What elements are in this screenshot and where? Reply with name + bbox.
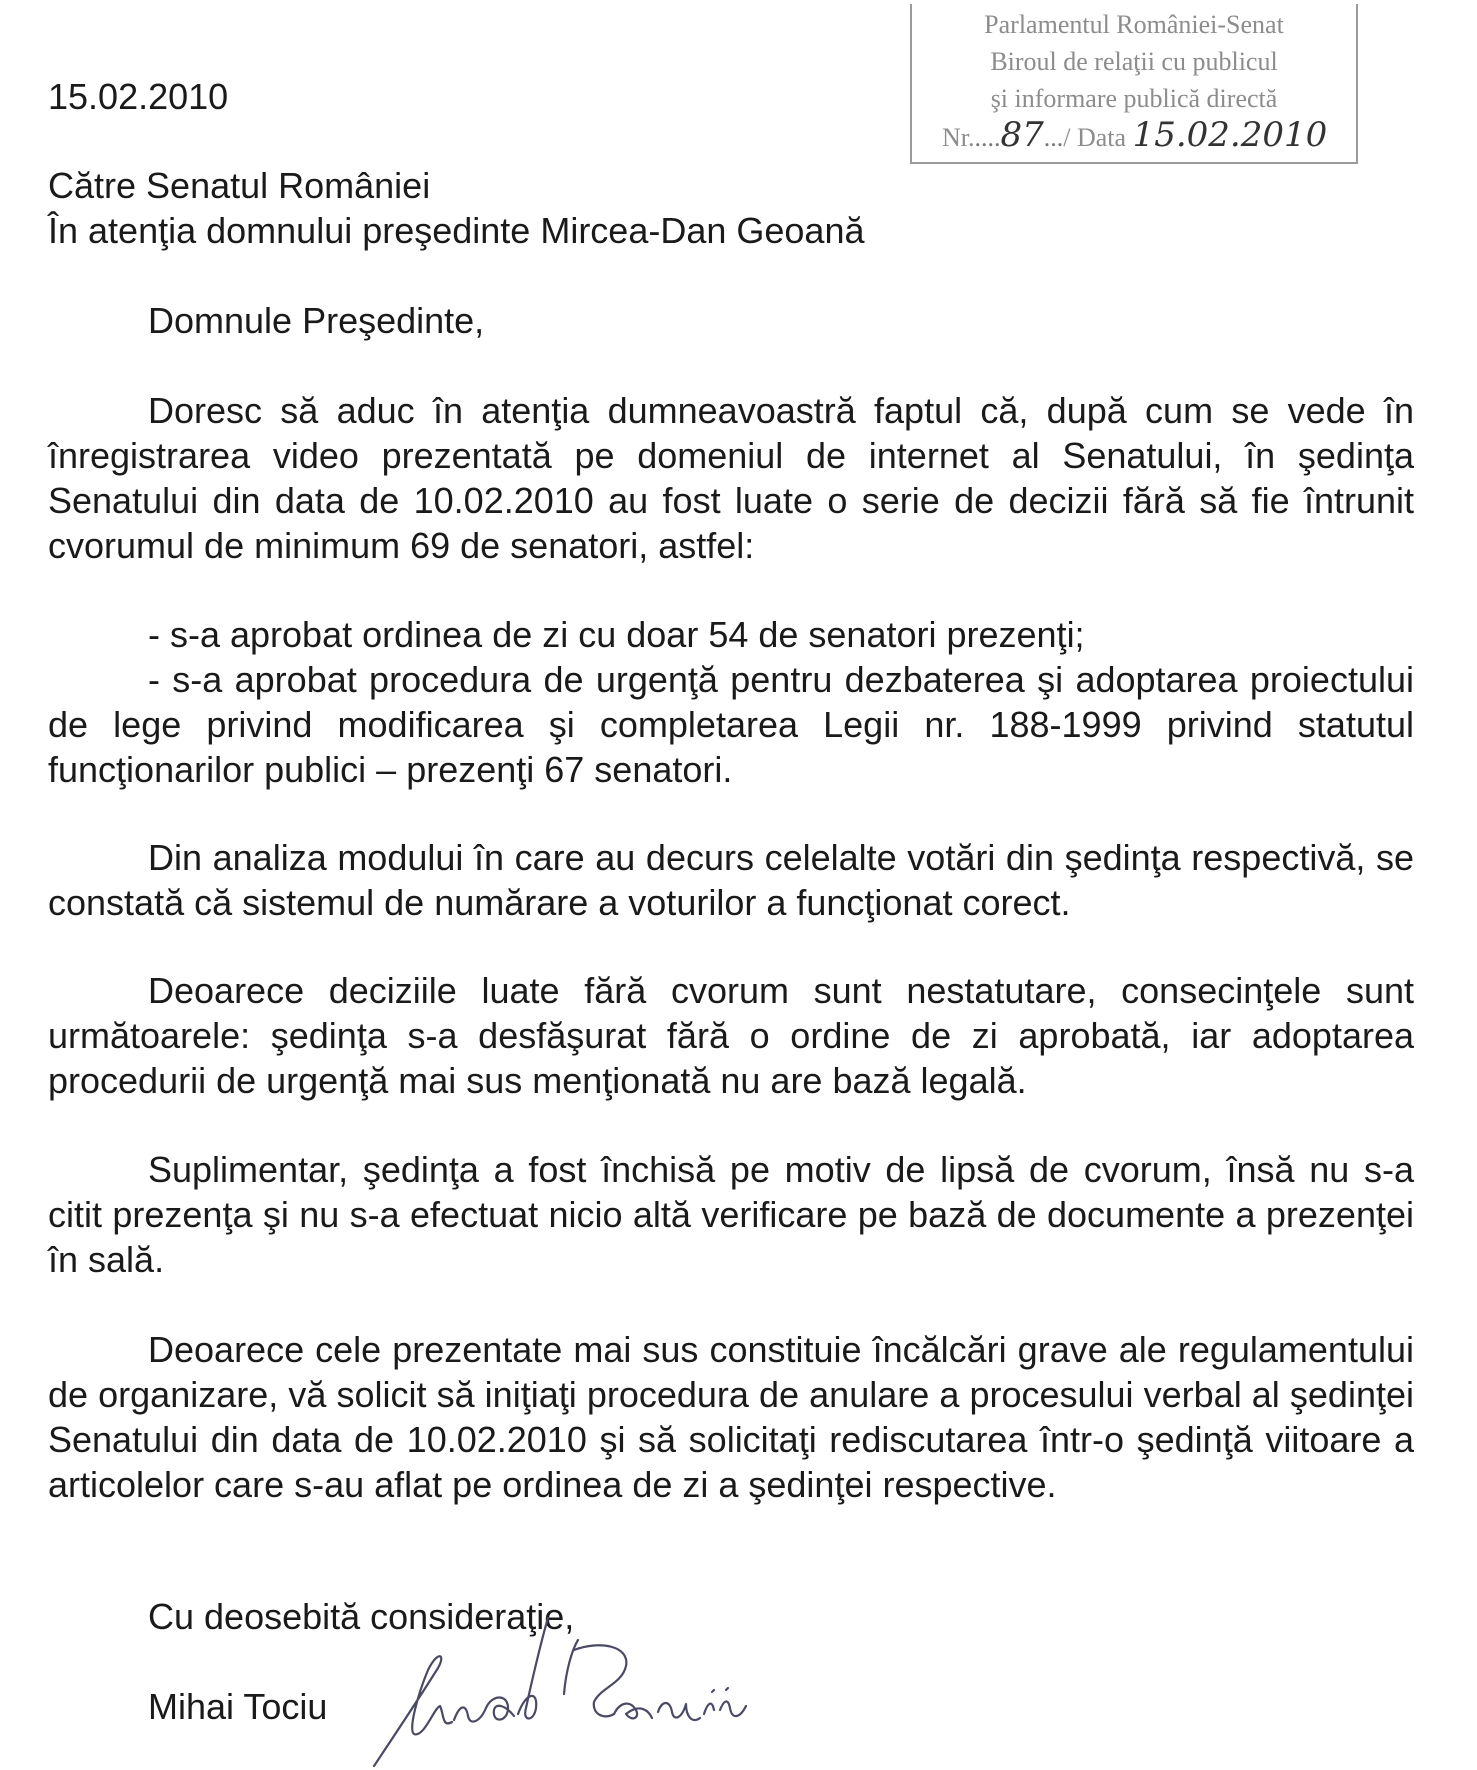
closing: Cu deosebită consideraţie,: [148, 1596, 575, 1637]
addressee-line-1: Către Senatul României: [48, 165, 431, 206]
salutation: Domnule Preşedinte,: [148, 300, 485, 341]
paragraph-4: Suplimentar, şedinţa a fost închisă pe motiv de lipsă de cvorum, însă nu s-a citit prezenţa şi nu s-a efectuat nicio altă verificare pe bază de documente a prezenţei în sală.: [48, 1149, 1414, 1280]
list-item-2: - s-a aprobat procedura de urgenţă pentru dezbaterea şi adoptarea proiectului de lege privind modificarea şi completarea Legii nr. 188-1999 privind statutul funcţionarilor publici – prezenţi 67 senatori.: [48, 659, 1414, 790]
stamp-line-3: şi informare publică directă: [990, 84, 1278, 113]
stamp-registration-line: Nr.....87.../ Data 15.02.2010: [942, 115, 1328, 155]
paragraph-5: Deoarece cele prezentate mai sus constituie încălcări grave ale regulamentului de organizare, vă solicit să iniţiaţi procedura de anulare a procesului verbal al şedinţei Senatului din data de 10.02.2010 şi să solicitaţi rediscutarea într-o şedinţă viitoare a articolelor care s-au aflat pe ordinea de zi a şedinţei respective.: [48, 1329, 1414, 1505]
stamp-data-value: 15.02.2010: [1132, 115, 1328, 155]
paragraph-2: Din analiza modului în care au decurs celelalte votări din şedinţa respectivă, se constată că sistemul de numărare a voturilor a funcţionat corect.: [48, 837, 1414, 923]
paragraph-1: Doresc să aduc în atenţia dumneavoastră faptul că, după cum se vede în înregistrarea video prezentată pe domeniul de internet al Senatului, în şedinţa Senatului din data de 10.02.2010 au fost luate o serie de decizii fără să fie întrunit cvorumul de minimum 69 de senatori, astfel:: [48, 390, 1414, 566]
addressee-line-2: În atenţia domnului preşedinte Mircea-Dan Geoană: [48, 210, 865, 251]
letter-date: 15.02.2010: [48, 76, 229, 117]
stamp-nr-label: Nr.: [942, 123, 975, 152]
stamp-nr-value: 87: [1000, 115, 1044, 155]
handwritten-signature-icon: [368, 1610, 768, 1770]
stamp-line-2: Biroul de relaţii cu publicul: [990, 47, 1278, 76]
paragraph-3: Deoarece deciziile luate fără cvorum sunt nestatutare, consecinţele sunt următoarele: şedinţa s-a desfăşurat fără o ordine de zi aprobată, iar adoptarea procedurii de urgenţă mai sus menţionată nu are bază legală.: [48, 970, 1414, 1101]
registration-stamp: [910, 4, 1358, 164]
signatory-name: Mihai Tociu: [148, 1686, 328, 1727]
stamp-data-label: / Data: [1063, 123, 1127, 152]
list-item-1: - s-a aprobat ordinea de zi cu doar 54 de senatori prezenţi;: [148, 614, 1085, 655]
stamp-line-1: Parlamentul României-Senat: [984, 10, 1284, 39]
